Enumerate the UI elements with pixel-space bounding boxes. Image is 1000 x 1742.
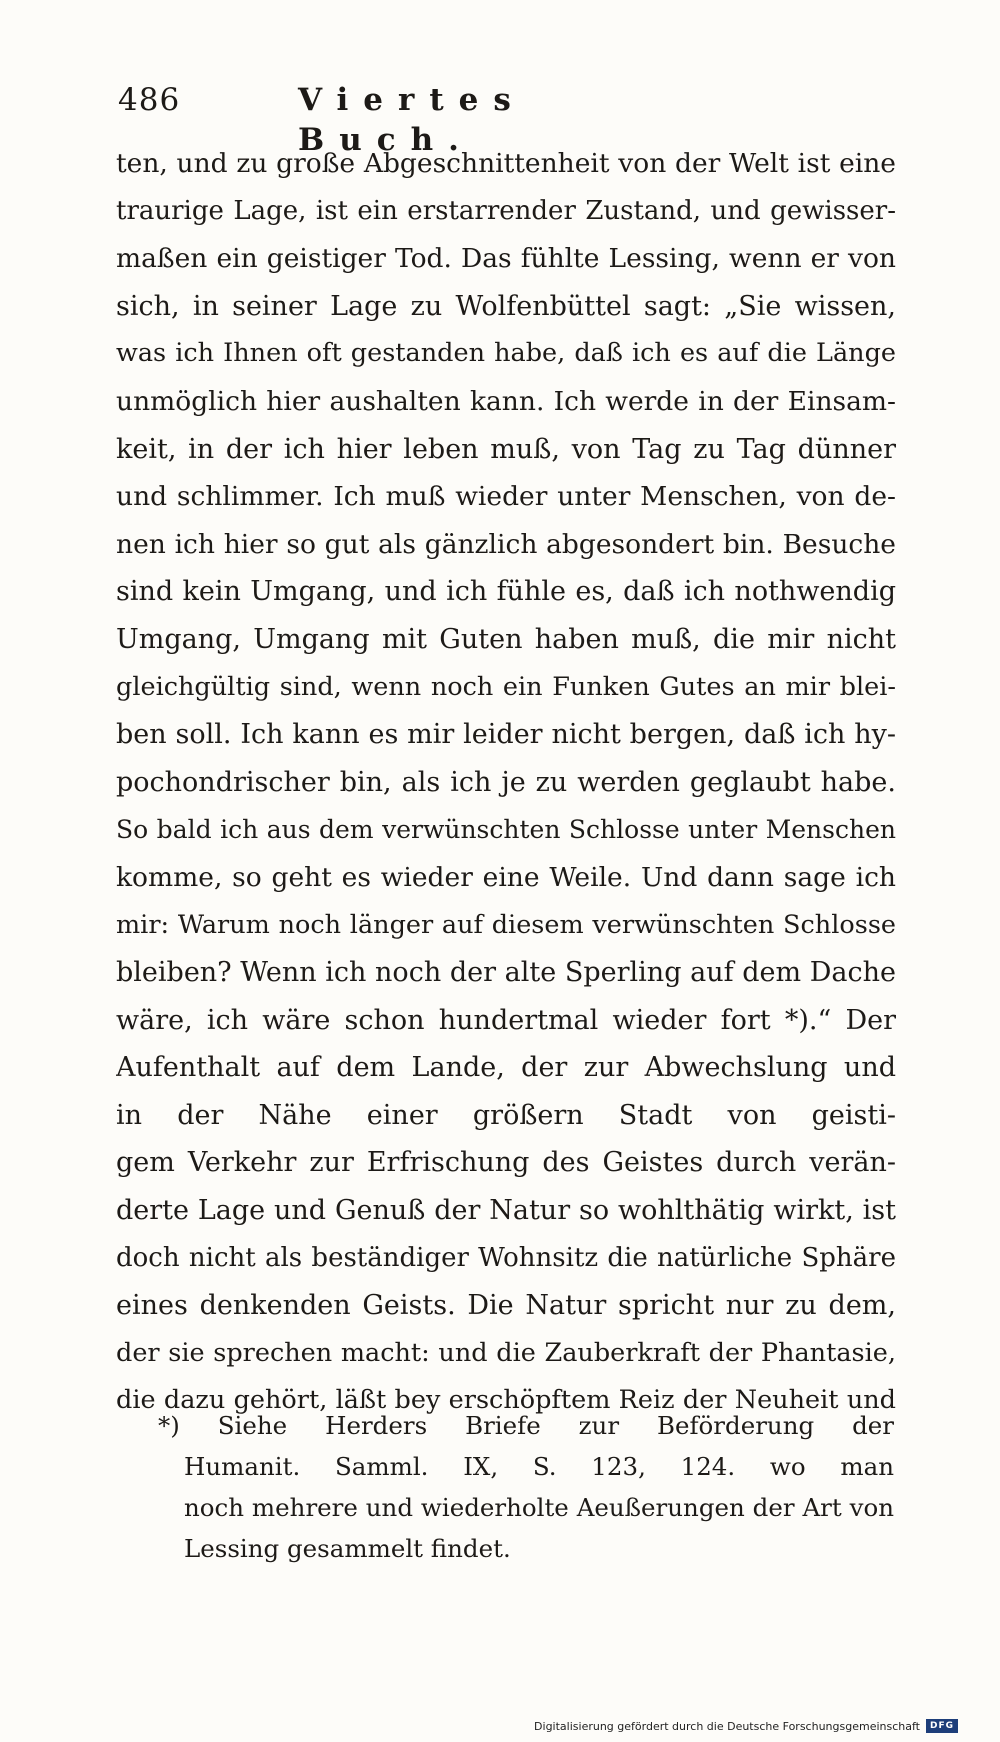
body-line: was ich Ihnen oft gestanden habe, daß ich es auf die Länge [116, 338, 896, 369]
body-line: pochondrischer bin, als ich je zu werden geglaubt habe. [116, 766, 896, 798]
body-line: gleichgültig sind, wenn noch ein Funken Gutes an mir blei- [116, 671, 896, 702]
body-line: unmöglich hier aushalten kann. Ich werde in der Einsam- [116, 385, 896, 417]
body-line: wäre, ich wäre schon hundertmal wieder fort *).“ Der [116, 1004, 896, 1036]
body-line: die dazu gehört, läßt bey erschöpftem Reiz der Neuheit und [116, 1385, 896, 1416]
body-line: So bald ich aus dem verwünschten Schlosse unter Menschen [116, 815, 896, 845]
body-line: traurige Lage, ist ein erstarrender Zustand, und gewisser- [116, 195, 896, 226]
body-line: Aufenthalt auf dem Lande, der zur Abwechslung und [116, 1052, 896, 1084]
body-line: derte Lage und Genuß der Natur so wohlthätig wirkt, ist [116, 1195, 896, 1227]
body-line: ten, und zu große Abgeschnittenheit von der Welt ist eine [116, 148, 896, 179]
footnote-line: *) Siehe Herders Briefe zur Beförderung der [158, 1411, 894, 1440]
body-line: mir: Warum noch länger auf diesem verwünschten Schlosse [116, 909, 896, 940]
credit-text: Digitalisierung gefördert durch die Deutsche Forschungsgemeinschaft [534, 1719, 920, 1733]
body-line: bleiben? Wenn ich noch der alte Sperling auf dem Dache [116, 957, 896, 989]
dfg-logo: DFG [926, 1719, 958, 1733]
footnote-line: Humanit. Samml. IX, S. 123, 124. wo man [184, 1452, 894, 1481]
footnote-line: Lessing gesammelt findet. [184, 1534, 511, 1563]
running-head: Viertes Buch. [298, 82, 526, 158]
body-line: der sie sprechen macht: und die Zauberkraft der Phantasie, [116, 1337, 896, 1368]
body-line: in der Nähe einer größern Stadt von geisti- [116, 1099, 896, 1131]
page-number: 486 [118, 82, 181, 118]
body-line: sind kein Umgang, und ich fühle es, daß ich nothwendig [116, 576, 896, 608]
body-line: doch nicht als beständiger Wohnsitz die natürliche Sphäre [116, 1242, 896, 1273]
digitization-credit [534, 1716, 958, 1736]
page-header [118, 80, 678, 158]
body-line: nen ich hier so gut als gänzlich abgesondert bin. Besuche [116, 528, 896, 560]
footnote [158, 1405, 894, 1569]
body-line: Umgang, Umgang mit Guten haben muß, die mir nicht [116, 623, 896, 655]
body-line: sich, in seiner Lage zu Wolfenbüttel sagt: „Sie wissen, [116, 290, 896, 322]
body-line: eines denkenden Geists. Die Natur spricht nur zu dem, [116, 1290, 896, 1322]
body-line: maßen ein geistiger Tod. Das fühlte Lessing, wenn er von [116, 243, 896, 275]
body-line: gem Verkehr zur Erfrischung des Geistes durch verän- [116, 1147, 896, 1179]
body-line: keit, in der ich hier leben muß, von Tag zu Tag dünner [116, 433, 896, 465]
body-line: und schlimmer. Ich muß wieder unter Menschen, von de- [116, 481, 896, 513]
footnote-line: noch mehrere und wiederholte Aeußerungen der Art von [184, 1493, 894, 1522]
body-line: komme, so geht es wieder eine Weile. Und dann sage ich [116, 861, 896, 893]
body-line: ben soll. Ich kann es mir leider nicht bergen, daß ich hy- [116, 719, 896, 751]
body-text [116, 140, 896, 1425]
